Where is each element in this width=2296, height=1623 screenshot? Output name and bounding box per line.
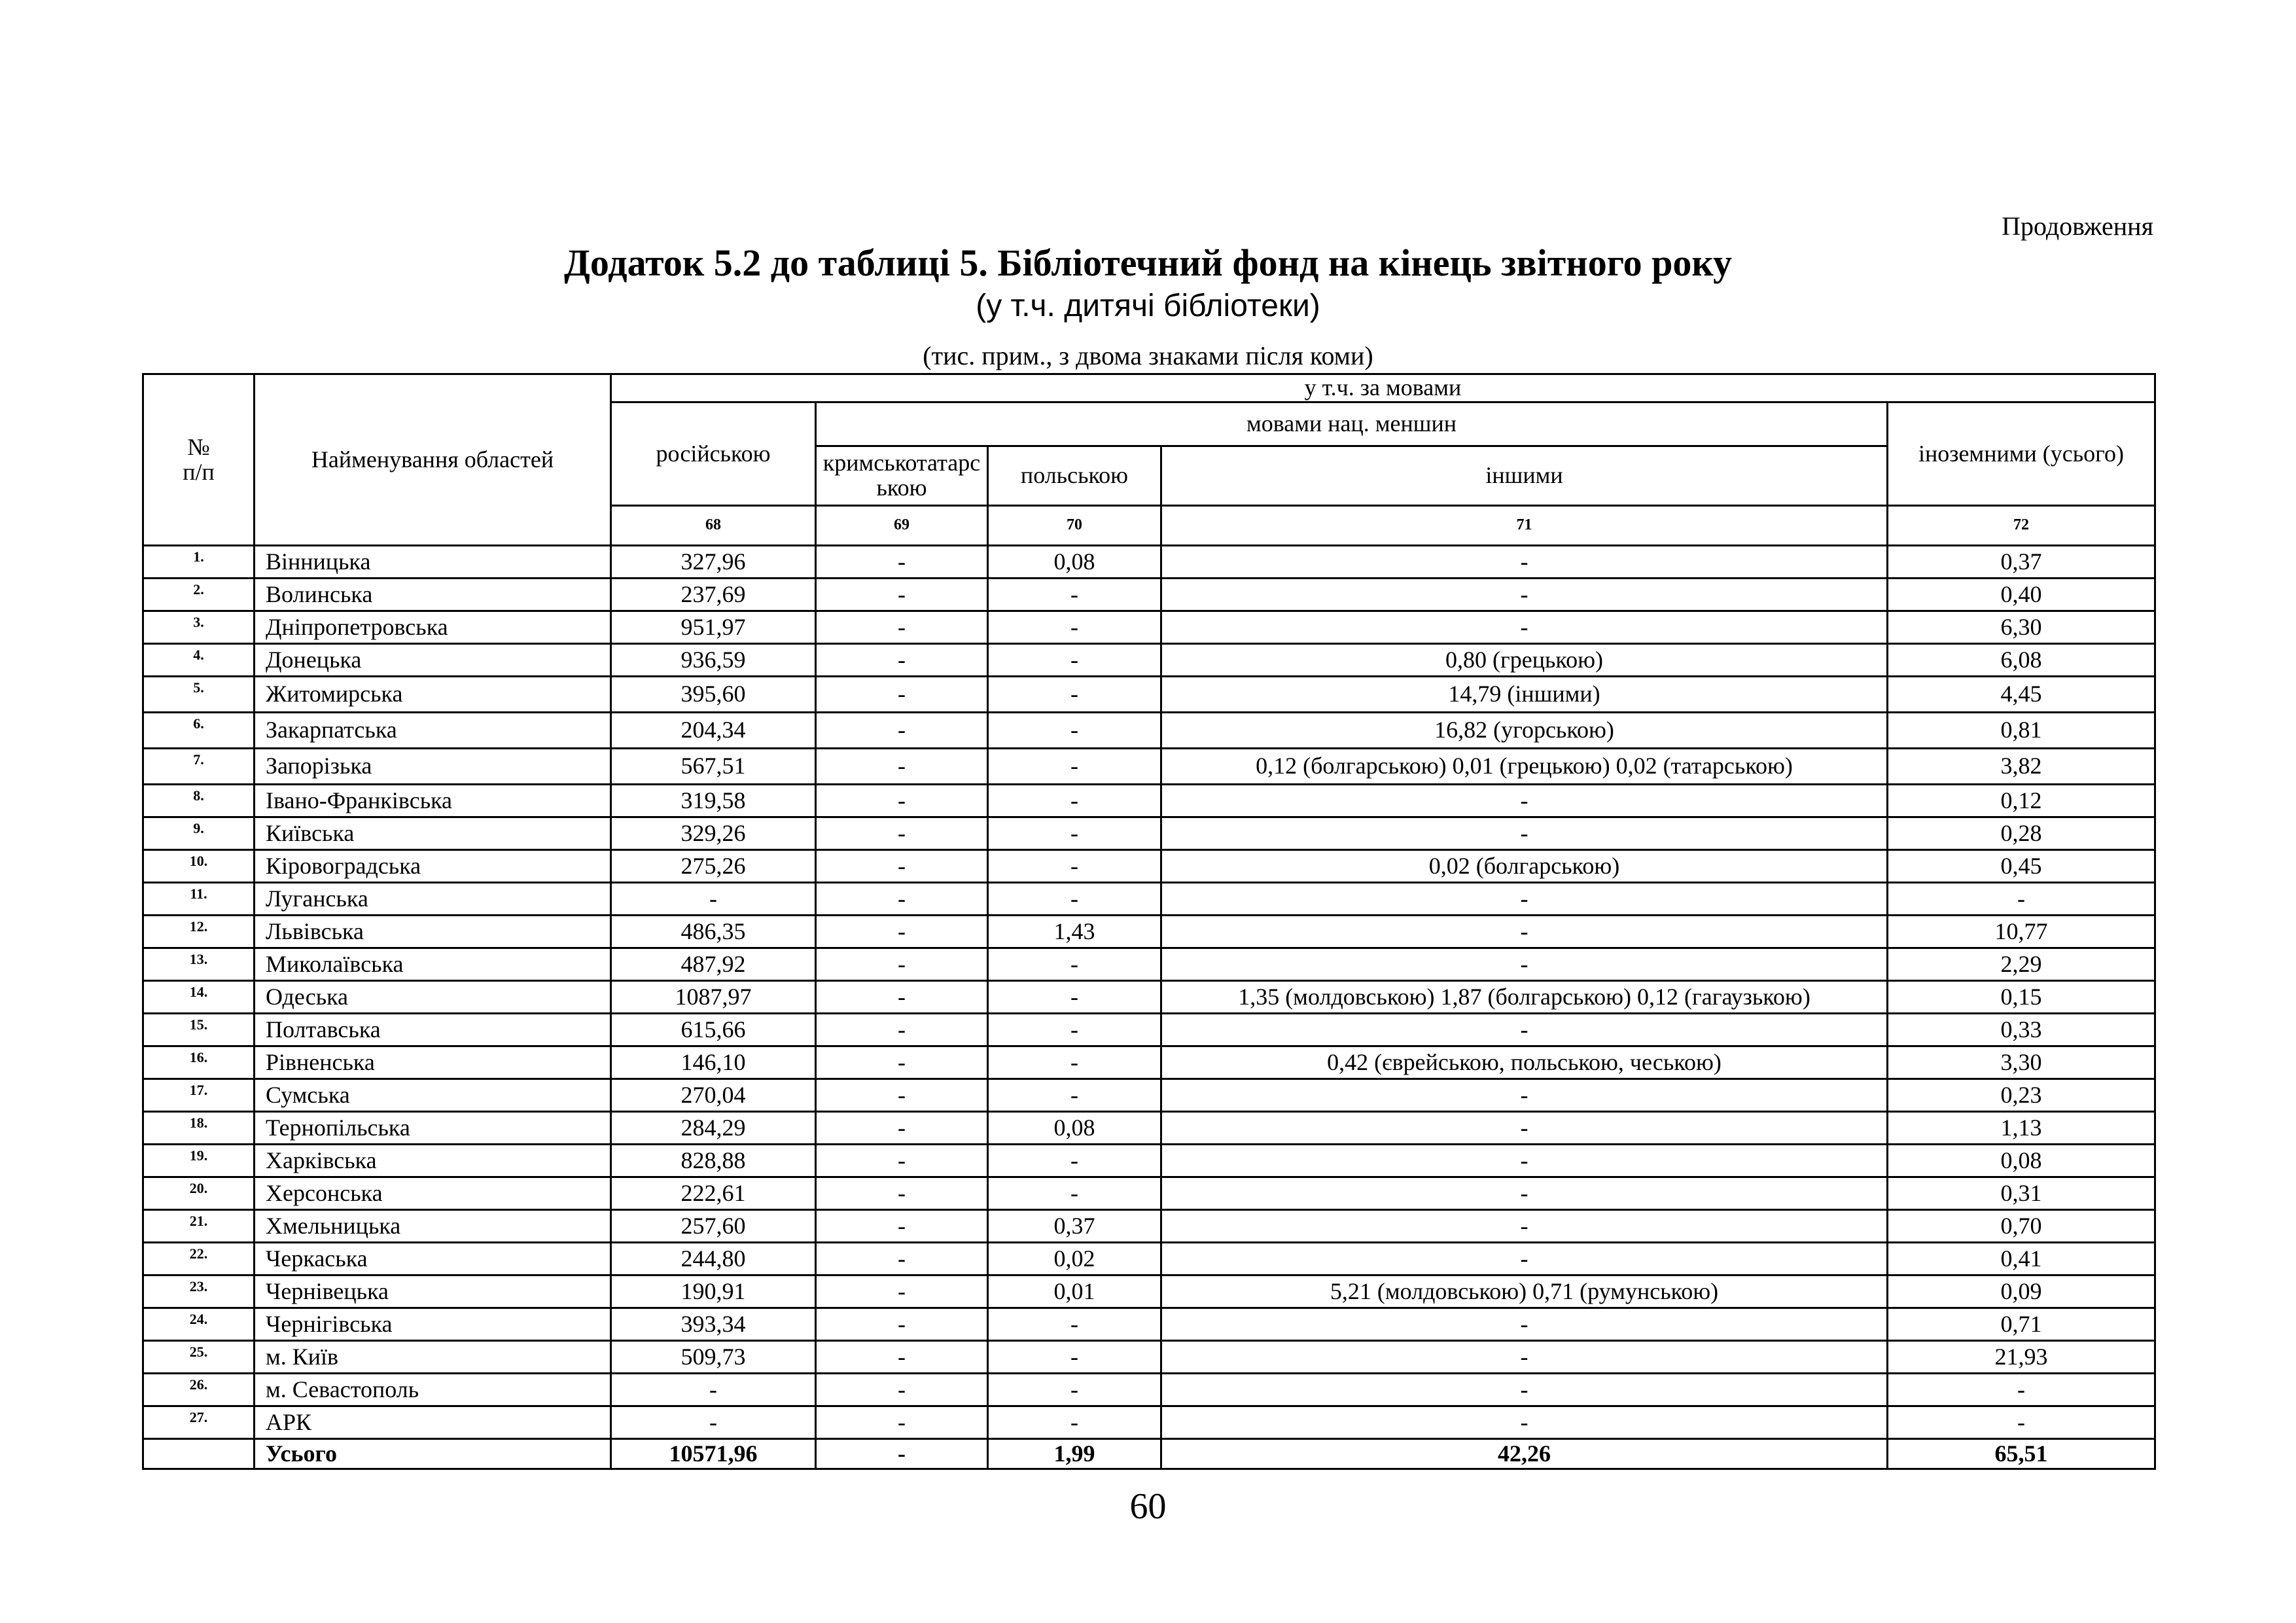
others-value: - [1161,817,1888,850]
table-row [143,1079,2155,1112]
table-row [143,883,2155,916]
others-value: - [1161,1014,1888,1046]
polish-value: - [988,1374,1161,1406]
crimean-value: - [816,981,988,1014]
crimean-value: - [816,1210,988,1243]
column-code: 71 [1161,506,1888,546]
foreign-value: 0,40 [1888,579,2155,611]
region-name: Хмельницька [255,1210,611,1243]
foreign-value: 0,15 [1888,981,2155,1014]
foreign-value: 0,28 [1888,817,2155,850]
crimean-value: - [816,817,988,850]
russian-value: 1087,97 [611,981,816,1014]
row-number: 15. [143,1014,255,1046]
others-value: - [1161,1341,1888,1374]
document-title: Додаток 5.2 до таблиці 5. Бібліотечний фонд на кінець звітного року [564,241,1732,284]
region-name: Харківська [255,1145,611,1177]
row-number: 26. [143,1374,255,1406]
polish-value: - [988,883,1161,916]
row-number: 18. [143,1112,255,1145]
region-name: Одеська [255,981,611,1014]
total-crimean: - [816,1439,988,1469]
row-number: 24. [143,1308,255,1341]
row-number: 8. [143,785,255,817]
crimean-value: - [816,1406,988,1439]
table-row [143,1210,2155,1243]
russian-value: 329,26 [611,817,816,850]
others-value: 0,02 (болгарською) [1161,850,1888,883]
others-value: 0,80 (грецькою) [1161,644,1888,677]
polish-value: - [988,850,1161,883]
table-row [143,817,2155,850]
polish-value: - [988,1079,1161,1112]
foreign-value: 6,08 [1888,644,2155,677]
russian-value: 615,66 [611,1014,816,1046]
polish-value: - [988,1014,1161,1046]
table-row [143,1243,2155,1275]
total-others: 42,26 [1161,1439,1888,1469]
crimean-value: - [816,713,988,749]
header-crimean: кримськотатарською [816,446,988,506]
russian-value: 257,60 [611,1210,816,1243]
crimean-value: - [816,546,988,579]
region-name: Закарпатська [255,713,611,749]
russian-value: 828,88 [611,1145,816,1177]
total-empty-cell [143,1439,255,1469]
row-number: 1. [143,546,255,579]
table-row [143,1112,2155,1145]
polish-value: - [988,611,1161,644]
polish-value: - [988,1406,1161,1439]
header-number [143,374,255,546]
header-minority: мовами нац. меншин [816,402,1888,446]
row-number: 22. [143,1243,255,1275]
polish-value: - [988,817,1161,850]
crimean-value: - [816,1112,988,1145]
row-number: 6. [143,713,255,749]
crimean-value: - [816,611,988,644]
row-number: 19. [143,1145,255,1177]
others-value: - [1161,1145,1888,1177]
others-value: - [1161,1308,1888,1341]
row-number: 20. [143,1177,255,1210]
table-row [143,981,2155,1014]
row-number: 9. [143,817,255,850]
russian-value: 190,91 [611,1275,816,1308]
polish-value: 1,43 [988,916,1161,948]
document-subtitle: (у т.ч. дитячі бібліотеки) [976,289,1320,323]
row-number: 4. [143,644,255,677]
region-name: Рівненська [255,1046,611,1079]
polish-value: - [988,1308,1161,1341]
others-value: 14,79 (іншими) [1161,677,1888,713]
foreign-value: 0,71 [1888,1308,2155,1341]
header-region: Найменування областей [255,374,611,546]
crimean-value: - [816,1308,988,1341]
foreign-value: 0,70 [1888,1210,2155,1243]
table-row [143,1014,2155,1046]
row-number: 12. [143,916,255,948]
polish-value: 0,02 [988,1243,1161,1275]
foreign-value: 6,30 [1888,611,2155,644]
row-number: 13. [143,948,255,981]
others-value: 1,35 (молдовською) 1,87 (болгарською) 0,12 (гагаузькою) [1161,981,1888,1014]
header-number-line2: п/п [183,458,215,485]
region-name: Чернігівська [255,1308,611,1341]
region-name: Київська [255,817,611,850]
row-number: 11. [143,883,255,916]
total-label: Усього [255,1439,611,1469]
column-code: 68 [611,506,816,546]
crimean-value: - [816,644,988,677]
foreign-value: 0,41 [1888,1243,2155,1275]
polish-value: 0,01 [988,1275,1161,1308]
row-number: 2. [143,579,255,611]
foreign-value: 0,33 [1888,1014,2155,1046]
region-name: Запорізька [255,749,611,785]
crimean-value: - [816,916,988,948]
region-name: Тернопільська [255,1112,611,1145]
region-name: Волинська [255,579,611,611]
crimean-value: - [816,677,988,713]
table-row [143,1275,2155,1308]
crimean-value: - [816,749,988,785]
russian-value: - [611,1374,816,1406]
russian-value: 393,34 [611,1308,816,1341]
crimean-value: - [816,883,988,916]
others-value: - [1161,579,1888,611]
crimean-value: - [816,785,988,817]
polish-value: 0,08 [988,546,1161,579]
total-russian: 10571,96 [611,1439,816,1469]
others-value: - [1161,546,1888,579]
header-polish: польською [988,446,1161,506]
table-row [143,1308,2155,1341]
crimean-value: - [816,1145,988,1177]
polish-value: - [988,948,1161,981]
region-name: Сумська [255,1079,611,1112]
russian-value: 270,04 [611,1079,816,1112]
polish-value: - [988,981,1161,1014]
region-name: Полтавська [255,1014,611,1046]
crimean-value: - [816,1079,988,1112]
table-row [143,1145,2155,1177]
table-row [143,579,2155,611]
row-number: 27. [143,1406,255,1439]
polish-value: - [988,1177,1161,1210]
foreign-value: 0,81 [1888,713,2155,749]
region-name: м. Севастополь [255,1374,611,1406]
library-fund-table [142,373,2156,1470]
others-value: 16,82 (угорською) [1161,713,1888,749]
russian-value: 244,80 [611,1243,816,1275]
header-number-line1: № [187,433,210,460]
others-value: - [1161,1177,1888,1210]
region-name: АРК [255,1406,611,1439]
region-name: Херсонська [255,1177,611,1210]
russian-value: 395,60 [611,677,816,713]
foreign-value: 0,23 [1888,1079,2155,1112]
others-value: - [1161,1079,1888,1112]
russian-value: 487,92 [611,948,816,981]
table-row [143,785,2155,817]
foreign-value: 4,45 [1888,677,2155,713]
row-number: 7. [143,749,255,785]
others-value: - [1161,1374,1888,1406]
table-row [143,1374,2155,1406]
region-name: Кіровоградська [255,850,611,883]
polish-value: - [988,749,1161,785]
units-note: (тис. прим., з двома знаками після коми) [923,341,1373,370]
crimean-value: - [816,1374,988,1406]
russian-value: 284,29 [611,1112,816,1145]
column-code: 70 [988,506,1161,546]
row-number: 16. [143,1046,255,1079]
crimean-value: - [816,1046,988,1079]
russian-value: - [611,883,816,916]
table-row [143,749,2155,785]
others-value: - [1161,883,1888,916]
foreign-value: 0,45 [1888,850,2155,883]
others-value: 0,12 (болгарською) 0,01 (грецькою) 0,02 (татарською) [1161,749,1888,785]
others-value: - [1161,1112,1888,1145]
table-row [143,546,2155,579]
crimean-value: - [816,1275,988,1308]
russian-value: 204,34 [611,713,816,749]
others-value: - [1161,1406,1888,1439]
table-row [143,611,2155,644]
others-value: - [1161,916,1888,948]
row-number: 5. [143,677,255,713]
polish-value: 0,08 [988,1112,1161,1145]
crimean-value: - [816,1341,988,1374]
row-number: 14. [143,981,255,1014]
foreign-value: 10,77 [1888,916,2155,948]
table-row [143,1406,2155,1439]
column-code: 69 [816,506,988,546]
row-number: 23. [143,1275,255,1308]
russian-value: 567,51 [611,749,816,785]
russian-value: 951,97 [611,611,816,644]
foreign-value: 21,93 [1888,1341,2155,1374]
russian-value: 275,26 [611,850,816,883]
column-code: 72 [1888,506,2155,546]
table-row [143,916,2155,948]
others-value: 5,21 (молдовською) 0,71 (румунською) [1161,1275,1888,1308]
region-name: Житомирська [255,677,611,713]
table-row [143,850,2155,883]
region-name: Черкаська [255,1243,611,1275]
russian-value: 146,10 [611,1046,816,1079]
others-value: 0,42 (єврейською, польською, чеською) [1161,1046,1888,1079]
others-value: - [1161,611,1888,644]
russian-value: 936,59 [611,644,816,677]
header-russian: російською [611,402,816,506]
region-name: Вінницька [255,546,611,579]
others-value: - [1161,948,1888,981]
foreign-value: 0,09 [1888,1275,2155,1308]
row-number: 17. [143,1079,255,1112]
region-name: м. Київ [255,1341,611,1374]
row-number: 25. [143,1341,255,1374]
foreign-value: 3,82 [1888,749,2155,785]
region-name: Дніпропетровська [255,611,611,644]
row-number: 21. [143,1210,255,1243]
header-others: іншими [1161,446,1888,506]
region-name: Івано-Франківська [255,785,611,817]
foreign-value: 0,12 [1888,785,2155,817]
polish-value: - [988,1046,1161,1079]
page-number: 60 [1129,1486,1167,1527]
foreign-value: - [1888,1406,2155,1439]
table-row [143,1177,2155,1210]
polish-value: - [988,713,1161,749]
foreign-value: 3,30 [1888,1046,2155,1079]
russian-value: 509,73 [611,1341,816,1374]
polish-value: - [988,579,1161,611]
total-row [143,1439,2155,1469]
header-by-language: у т.ч. за мовами [611,374,2155,402]
foreign-value: - [1888,1374,2155,1406]
table-row [143,713,2155,749]
russian-value: 237,69 [611,579,816,611]
polish-value: - [988,644,1161,677]
table-row [143,677,2155,713]
russian-value: 222,61 [611,1177,816,1210]
crimean-value: - [816,948,988,981]
foreign-value: 0,31 [1888,1177,2155,1210]
crimean-value: - [816,1243,988,1275]
foreign-value: 0,37 [1888,546,2155,579]
continuation-label: Продовження [2002,211,2153,241]
table-row [143,1341,2155,1374]
polish-value: - [988,785,1161,817]
crimean-value: - [816,1177,988,1210]
row-number: 3. [143,611,255,644]
region-name: Луганська [255,883,611,916]
others-value: - [1161,785,1888,817]
polish-value: - [988,1145,1161,1177]
region-name: Миколаївська [255,948,611,981]
crimean-value: - [816,850,988,883]
table-row [143,644,2155,677]
foreign-value: 2,29 [1888,948,2155,981]
crimean-value: - [816,579,988,611]
table-row [143,1046,2155,1079]
region-name: Донецька [255,644,611,677]
russian-value: - [611,1406,816,1439]
polish-value: 0,37 [988,1210,1161,1243]
polish-value: - [988,1341,1161,1374]
foreign-value: 0,08 [1888,1145,2155,1177]
total-polish: 1,99 [988,1439,1161,1469]
russian-value: 327,96 [611,546,816,579]
row-number: 10. [143,850,255,883]
russian-value: 486,35 [611,916,816,948]
region-name: Львівська [255,916,611,948]
polish-value: - [988,677,1161,713]
region-name: Чернівецька [255,1275,611,1308]
table-row [143,948,2155,981]
others-value: - [1161,1210,1888,1243]
foreign-value: 1,13 [1888,1112,2155,1145]
others-value: - [1161,1243,1888,1275]
total-foreign: 65,51 [1888,1439,2155,1469]
crimean-value: - [816,1014,988,1046]
russian-value: 319,58 [611,785,816,817]
header-foreign: іноземними (усього) [1888,402,2155,506]
foreign-value: - [1888,883,2155,916]
